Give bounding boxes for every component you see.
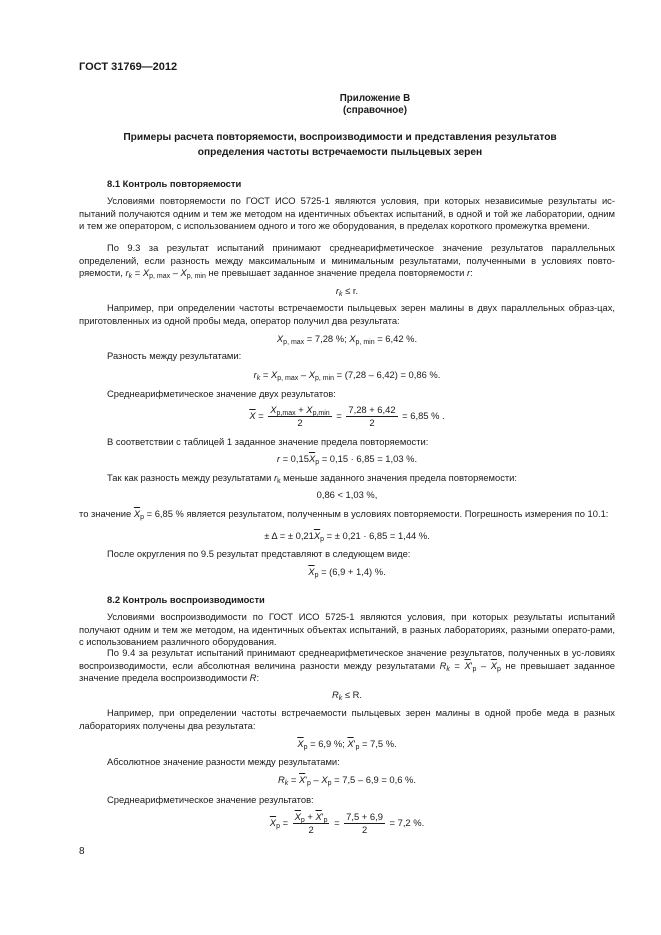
formula-result-repeatability-text: = (6,9 + 1,4) %. [321,566,386,577]
s82-text-absolute: Абсолютное значение разности между результатами: [107,756,340,767]
formula-comparison: 0,86 < 1,03 %, [316,489,378,500]
s81-paragraph-4: то значение $\overline{X}_p = 6,85$ % является результатом, полученным в условиях повторяемости. Погрешность измерения по 10.1: [79,508,609,521]
s81-paragraph-3: Например, при определении частоты встречаемости пыльцевых зерен малины в двух параллельных образ-цах, приготовленных из одной пробы меда, оператор получил два результата: [79,302,615,326]
s81-paragraph-1: Условиями повторяемости по ГОСТ ИСО 5725-1 являются условия, при которых независимые результаты ис-пытаний получаются одним и тем же методом на идентичных объектах испытаний, в одной и той же лаборатории, одним и тем же оператором, с использованием одного и того же оборудования, в пределах короткого промежутка времени. [79,195,615,232]
fraction-mean-a-den: 2 [297,417,303,428]
section-8-1-heading: 8.1 Контроль повторяемости [107,178,242,189]
formula-xmax-xmin: $X_{p, max} = 7,28$ %; $X_{p, min} = 6,42$ %. [276,333,418,346]
s82-paragraph-3: Например, при определении частоты встречаемости пыльцевых зерен малины в одной пробе меда в разных лабораториях получены два результата: [79,707,615,731]
s81-paragraph-2: По 9.3 за результат испытаний принимают среднеарифметическое значение результатов параллельных определений, если разность между максимальным и минимальным результатами, полученными в условиях повто-ряемости, $r_k = X_{p, max} - X_{p, min}$ не превышает заданное значение предела повторяемости r: [79,242,615,281]
formula-Rk-le-R-text: ≤ R. [344,689,362,700]
formula-rk-le-r-text: ≤ r. [345,285,359,296]
s81-text-since-a: Так как разность между результатами [107,472,272,483]
formula-Rk-le-R: $R_k \le R$. [331,689,362,702]
s81-p4-text-a: то значение [79,508,132,519]
formula-mean-reproducibility: $\overline{X}_p$ = $\frac{\overline{X}_p + \overline{X}'_p}{2}$ = $\frac{7,5 + 6,9}{2}$ = 7,2 %. [269,811,425,835]
formula-error-b: = ± 0,21 · 6,85 = 1,44 %. [326,530,430,541]
s81-p2-text-a: По 9.3 за результат испытаний принимают среднеарифметическое значение результатов параллельных определений, если разность между максимальным и минимальным результатами, полученными в условиях повто-ряемости, [79,242,615,279]
formula-r-value: $r = 0,15\overline{X}_p = 0,15 \cdot 6,85 = 1,03$ %. [276,453,418,466]
s81-text-mean: Среднеарифметическое значение двух результатов: [107,388,336,399]
standard-code: ГОСТ 31769—2012 [79,61,178,73]
s81-text-since-b: меньше заданного значения предела повторяемости: [283,472,518,483]
formula-two-results: $\overline{X}_p = 6,9$ %; $\overline{X}'_p = 7,5$ %. [297,738,397,751]
formula-r-value-text: = 0,15 · 6,85 = 1,03 %. [321,453,418,464]
formula-mean-repeatability: $\overline{X}$ = $\frac{X_{p,max} + X_{p,min}}{2}$ = $\frac{7,28 + 6,42}{2}$ = 6,85 % . [249,404,445,428]
formula-rk-le-r: $r_k \le r$. [335,285,359,298]
formula-rk-difference: $r_k = X_{p, max} - X_{p, min} = (7,28 - 6,42) = 0,86$ %. [253,369,441,382]
s81-p4-text-b: = 6,85 % является результатом, полученным в условиях повторяемости. Погрешность измерения по 10.1: [146,508,609,519]
formula-error: ± Δ = ± $0,21\overline{X}_p$ = ± 0,21 · 6,85 = 1,44 %. [264,530,430,543]
fraction-mean-b-den: 2 [369,417,375,428]
page-number: 8 [79,846,85,857]
annex-title: Приложение В [339,93,411,104]
formula-xmin-value: = 6,42 %. [377,333,418,344]
annex-subtitle: (справочное) [343,105,407,116]
formula-result-repeatability: $\overline{X}_p = (6,9 + 1,4)$ %. [308,566,386,579]
formula-result-2: = 7,5 %. [361,738,397,749]
fraction-mean-a: $\frac{X_{p,max} + X_{p,min}}{2}$ [270,404,330,428]
fraction-mean-c: $\frac{\overline{X}_p + \overline{X}'_p}{2}$ [294,811,328,835]
s81-text-rounding: После округления по 9.5 результат представляют в следующем виде: [107,548,411,559]
s81-p2-text-b: не превышает заданное значение предела повторяемости [208,267,465,279]
formula-rk-difference-value: = (7,28 – 6,42) = 0,86 %. [336,369,441,380]
s81-text-table: В соответствии с таблицей 1 заданное значение предела повторяемости: [107,436,429,447]
document-title-line2: определения частоты встречаемости пыльцевых зерен [197,147,483,158]
s82-paragraph-2: По 9.4 за результат испытаний принимают среднеарифметическое значение результатов, полученных в ус-ловиях воспроизводимости, если абсолютная величина разности между результатами $R_k = \overline{X}'_p - \overline{X}_p$ не превышает заданное значение предела воспроизводимости R: [79,647,616,684]
formula-Rk-difference: $R_k = \overline{X}'_p - X_p = 7,5 - 6,9 = 0,6$ %. [278,774,416,787]
s81-text-difference: Разность между результатами: [107,350,242,361]
document-title-line1: Примеры расчета повторяемости, воспроизводимости и представления результатов [123,132,557,143]
fraction-mean-c-den: 2 [308,824,314,835]
s82-p2-text-a: По 9.4 за результат испытаний принимают среднеарифметическое значение результатов, полученных в ус-ловиях воспроизводимости, если абсолютная величина разности между результатами [79,647,615,671]
formula-Rk-difference-value: = 7,5 – 6,9 = 0,6 %. [334,774,416,785]
fraction-mean-d [344,811,385,836]
s82-paragraph-1: Условиями воспроизводимости по ГОСТ ИСО 5725-1 являются условия, при которых результаты испытаний получают одним и тем же методом, на идентичных объектах испытаний, в разных лабораториях, разными операто-рами, с использованием различного оборудования. [79,611,615,648]
s82-text-mean: Среднеарифметическое значение результатов: [107,794,314,805]
fraction-mean-d-num: 7,5 + 6,9 [346,811,383,822]
fraction-mean-b [346,404,397,429]
formula-xmax-value: = 7,28 %; [306,333,347,344]
formula-mean-reproducibility-result: = 7,2 %. [389,816,425,828]
formula-mean-result: = 6,85 % . [402,409,445,421]
section-8-2-heading: 8.2 Контроль воспроизводимости [107,594,265,605]
s82-p2-text-b: не превышает заданное значение предела воспроизводимости [79,659,616,684]
formula-error-a: ± Δ = ± 0,21 [264,530,314,541]
fraction-mean-b-num: 7,28 + 6,42 [348,404,396,415]
fraction-mean-d-den: 2 [361,824,368,835]
s81-text-since: Так как разность между результатами $r_k$ меньше заданного значения предела повторяемости: [107,472,518,485]
formula-result-1: = 6,9 %; [310,738,345,749]
